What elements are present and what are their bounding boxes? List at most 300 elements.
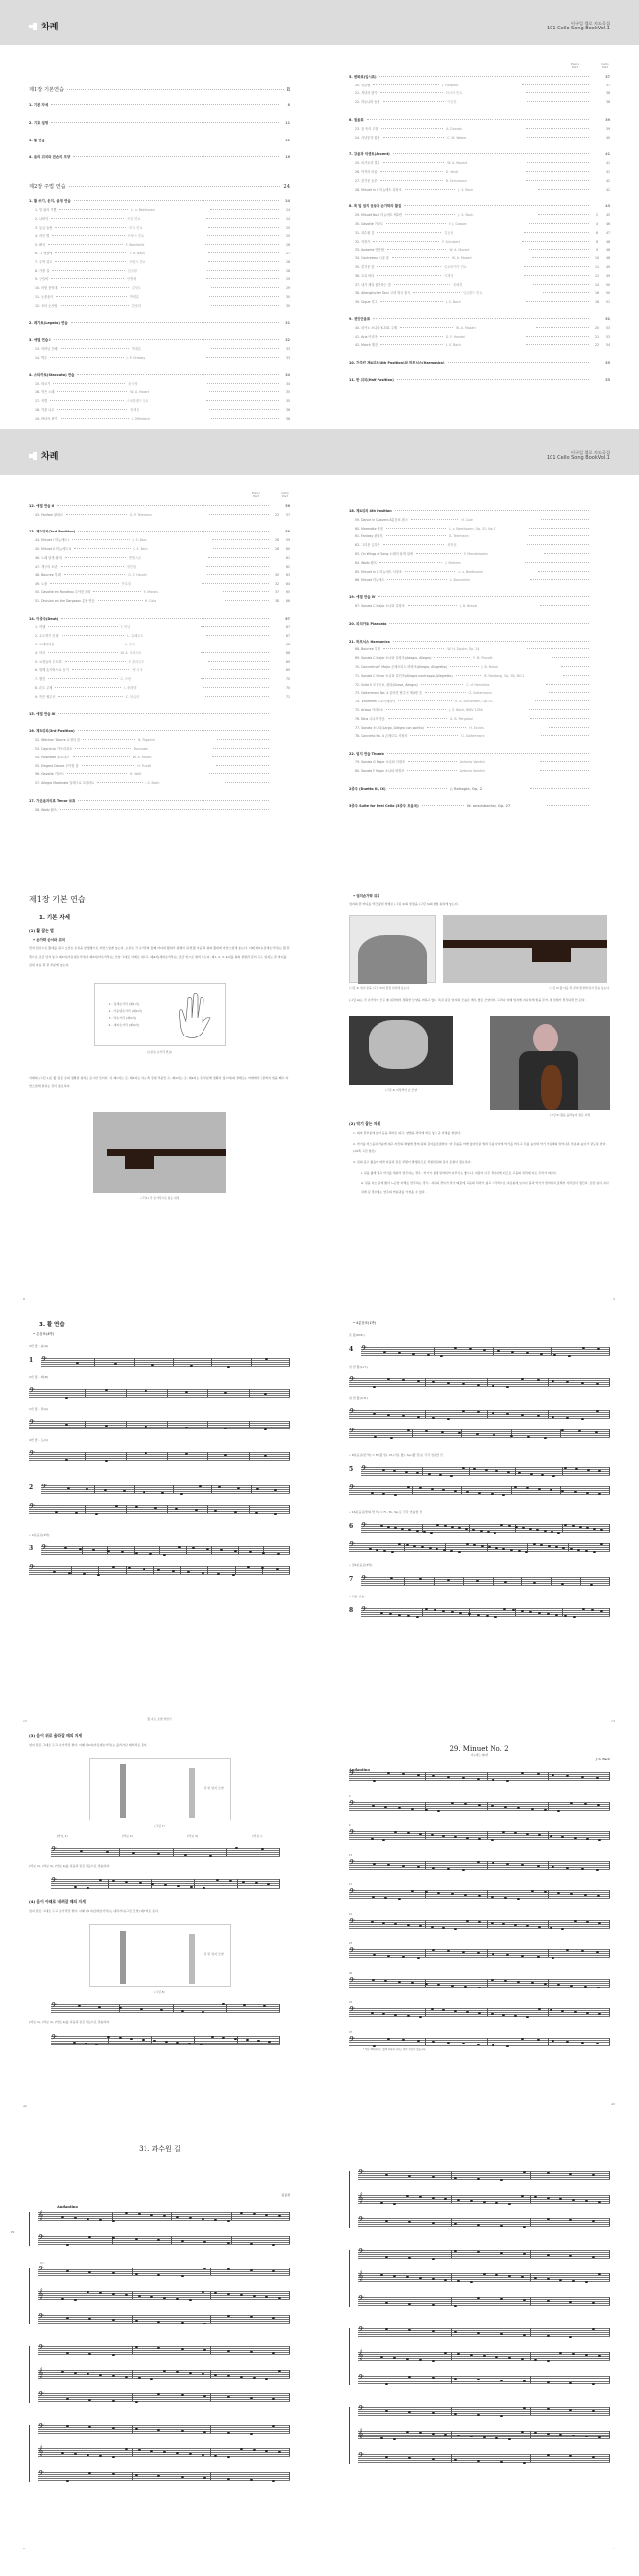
note-head — [579, 1526, 582, 1528]
leader-dots — [58, 713, 269, 714]
toc-entry[interactable] — [349, 682, 610, 691]
note-head — [581, 2042, 584, 2044]
note-head — [597, 1804, 600, 1806]
barline — [249, 1421, 250, 1428]
note-head — [464, 1803, 467, 1805]
toc-page-left — [0, 0, 320, 422]
note-head — [121, 1551, 124, 1553]
note-head — [495, 1470, 498, 1472]
toc-entry[interactable] — [349, 699, 610, 707]
note-head — [593, 1528, 596, 1530]
toc-entry[interactable] — [29, 685, 290, 694]
toc-entry[interactable] — [349, 90, 610, 99]
toc-entry[interactable] — [349, 160, 610, 169]
leader-dots — [380, 301, 443, 302]
toc-entry[interactable] — [349, 187, 610, 196]
bass-clef-icon: 𝄢 — [349, 1770, 355, 1780]
leader-dots — [73, 756, 130, 757]
posture-list — [349, 1129, 610, 1196]
toc-entry[interactable] — [349, 178, 610, 187]
barline — [487, 1890, 488, 1898]
toc-entry[interactable] — [29, 598, 290, 607]
toc-entry[interactable] — [349, 74, 610, 83]
toc-entry[interactable] — [349, 290, 610, 299]
toc-chapter-page: 24 — [283, 184, 290, 191]
note-head — [256, 1488, 259, 1490]
toc-entry-composer: H. Wolf — [130, 772, 142, 777]
note-head — [394, 1494, 397, 1496]
toc-entry-composer: W. A. Mozart — [451, 256, 472, 261]
toc-entry[interactable] — [29, 398, 290, 407]
toc-entry[interactable] — [349, 569, 610, 578]
toc-entry-title: 3. 둥글 놀람 — [35, 225, 53, 230]
toc-entry[interactable] — [349, 639, 610, 647]
toc-entry[interactable] — [349, 517, 610, 526]
note-head — [483, 2201, 486, 2203]
toc-entry[interactable] — [349, 377, 610, 386]
note-head — [189, 2453, 192, 2455]
toc-entry[interactable] — [29, 207, 290, 216]
toc-entry[interactable] — [349, 664, 610, 673]
barline — [609, 1543, 610, 1551]
note-head — [432, 2258, 435, 2260]
toc-entry[interactable] — [349, 707, 610, 716]
toc-entry[interactable] — [29, 346, 290, 355]
toc-entry-title: 13. 제2위치(2nd Position) — [29, 530, 76, 534]
instrument-label: Pf. — [11, 2230, 15, 2234]
toc-entry[interactable] — [349, 264, 610, 273]
measure-label: (악보 3) — [187, 1833, 199, 1838]
note-head — [65, 1397, 68, 1399]
toc-entry[interactable] — [29, 303, 290, 311]
toc-entry[interactable] — [349, 526, 610, 534]
note-head — [557, 1984, 560, 1986]
toc-entry[interactable] — [349, 316, 610, 325]
toc-chapter[interactable] — [29, 183, 290, 190]
bass-clef-icon: 𝄢 — [361, 1345, 367, 1355]
bass-clef-icon: 𝄢 — [361, 1575, 367, 1585]
note-head — [227, 2242, 230, 2244]
toc-list-1 — [0, 45, 320, 422]
toc-entry[interactable] — [349, 247, 610, 255]
bass-clef-icon: 𝄢 — [51, 2034, 57, 2044]
toc-entry[interactable] — [349, 83, 610, 91]
toc-entry-title: 6. 냉해 손가락으로 듣기 — [35, 668, 69, 673]
leader-dots — [51, 104, 279, 105]
barline — [167, 1505, 168, 1513]
toc-entry-title: 2. 레가토(Legato) 연습 — [29, 320, 68, 325]
note-head — [466, 1491, 469, 1493]
fingerboard-figure-up — [89, 1758, 231, 1820]
note-head — [450, 1550, 453, 1552]
measure-number: 21 — [349, 1913, 353, 1916]
note-head — [242, 1881, 245, 1883]
toc-entry[interactable] — [29, 546, 290, 555]
toc-entry[interactable] — [349, 360, 610, 368]
toc-entry-cello-page: 46 — [605, 221, 610, 226]
leader-dots — [98, 600, 143, 601]
toc-list-3 — [0, 492, 320, 815]
bass-clef-icon: 𝄢 — [29, 1387, 35, 1397]
note-head — [477, 2178, 480, 2180]
music-staff — [29, 1452, 290, 1462]
toc-entry[interactable] — [29, 242, 290, 251]
toc-entry[interactable] — [349, 786, 610, 795]
toc-entry[interactable] — [349, 221, 610, 230]
note-head — [278, 2297, 281, 2299]
toc-entry[interactable] — [349, 594, 610, 603]
toc-entry[interactable] — [29, 512, 290, 521]
note-head — [76, 1362, 79, 1364]
leader-dots — [48, 626, 117, 627]
note-head — [552, 1416, 554, 1418]
toc-entry[interactable] — [349, 239, 610, 248]
toc-entry-title: 2. 초두까기 인형 — [35, 634, 59, 639]
note-head — [523, 2407, 526, 2409]
toc-entry[interactable] — [29, 285, 290, 294]
note-head — [432, 2222, 435, 2224]
note-head — [371, 1492, 374, 1494]
subsection-bullet: • 손가락 순서와 위치 — [33, 938, 65, 942]
note-head — [442, 1835, 445, 1837]
note-head — [200, 2044, 203, 2045]
toc-entry[interactable] — [29, 555, 290, 564]
note-head — [88, 2271, 91, 2273]
toc-entry[interactable] — [29, 503, 290, 512]
toc-entry[interactable] — [349, 733, 610, 742]
leader-dots — [54, 339, 279, 340]
note-head — [74, 1886, 77, 1888]
note-head — [547, 2278, 550, 2280]
piano-treble-staff — [38, 2370, 290, 2380]
note-head — [600, 1610, 603, 1612]
toc-entry[interactable] — [29, 763, 290, 772]
toc-entry[interactable] — [29, 320, 290, 329]
toc-entry[interactable] — [349, 803, 610, 812]
note-head — [390, 1437, 393, 1439]
leader-dots — [206, 357, 279, 358]
toc-entry[interactable] — [29, 529, 290, 537]
note-head — [586, 1492, 589, 1494]
leader-dots — [387, 249, 447, 250]
lesson-spread-1 — [0, 855, 639, 1307]
toc-entry[interactable] — [349, 255, 610, 264]
note-head — [454, 2378, 457, 2380]
leader-dots — [536, 327, 589, 328]
note-head — [570, 1985, 573, 1987]
note-head — [153, 2040, 156, 2042]
toc-entry-composer: 스코틀랜드 민요 — [126, 399, 149, 404]
toc-entry[interactable] — [29, 572, 290, 581]
figure-caption: (그림 7) — [154, 1823, 165, 1828]
toc-entry[interactable] — [349, 334, 610, 343]
barline — [609, 1410, 610, 1418]
note-head — [437, 1892, 440, 1894]
toc-entry[interactable] — [349, 603, 610, 612]
note-head — [592, 2256, 595, 2258]
barline — [530, 2273, 531, 2281]
toc-entry[interactable] — [349, 560, 610, 569]
toc-entry-title: 80. Sonata F Major 소나타 바장조 — [355, 768, 405, 773]
toc-entry[interactable] — [29, 416, 290, 422]
toc-entry[interactable] — [349, 673, 610, 682]
toc-entry[interactable] — [29, 251, 290, 259]
note-head — [534, 2359, 537, 2361]
toc-entry[interactable] — [349, 759, 610, 768]
toc-entry[interactable] — [349, 716, 610, 725]
note-head — [157, 2239, 160, 2241]
note-head — [411, 1890, 414, 1892]
toc-entry-composer: C. M. Weber — [447, 135, 467, 140]
note-head — [135, 1552, 138, 1554]
note-head — [234, 1511, 237, 1513]
toc-entry[interactable] — [29, 276, 290, 285]
note-head — [112, 2237, 115, 2239]
toc-entry[interactable] — [349, 751, 610, 759]
toc-entry[interactable] — [349, 342, 610, 351]
toc-entry[interactable] — [349, 533, 610, 542]
legend-item: 1 - 집게손가락 (제1지) — [108, 1001, 139, 1006]
toc-entry-cello-page: 38 — [605, 100, 610, 105]
toc-entry[interactable] — [349, 646, 610, 655]
note-head — [112, 2220, 115, 2222]
toc-entry[interactable] — [349, 282, 610, 291]
toc-entry[interactable] — [29, 581, 290, 589]
barline — [487, 2008, 488, 2016]
piano-bass-staff — [358, 2297, 610, 2307]
toc-entry[interactable] — [29, 807, 290, 815]
note-head — [538, 1488, 541, 1490]
toc-entry[interactable] — [29, 755, 290, 763]
note-head — [181, 2275, 184, 2277]
toc-entry[interactable] — [349, 768, 610, 777]
toc-entry[interactable] — [29, 798, 290, 807]
note-head — [79, 1548, 82, 1550]
toc-entry[interactable] — [349, 551, 610, 560]
note-head — [157, 2475, 160, 2477]
note-head — [557, 1810, 560, 1812]
toc-entry[interactable] — [349, 577, 610, 586]
piano-bass-staff — [358, 2454, 610, 2464]
toc-entry[interactable] — [29, 216, 290, 225]
toc-entry[interactable] — [29, 294, 290, 303]
note-head — [88, 2236, 91, 2238]
toc-entry[interactable] — [29, 659, 290, 668]
leader-dots — [380, 180, 443, 181]
lesson-page-13 — [320, 1307, 639, 1729]
treble-clef-icon: 𝄞 — [358, 2271, 364, 2281]
toc-entry[interactable] — [349, 273, 610, 282]
note-head — [157, 1853, 160, 1855]
toc-entry[interactable] — [29, 746, 290, 755]
note-head — [555, 1614, 558, 1616]
toc-entry[interactable] — [349, 725, 610, 734]
toc-chapter[interactable] — [29, 86, 290, 93]
toc-entry[interactable] — [29, 102, 290, 111]
toc-entry[interactable] — [29, 259, 290, 268]
toc-entry[interactable] — [349, 99, 610, 108]
toc-page-right-2 — [320, 429, 639, 855]
leader-dots — [64, 574, 126, 575]
leader-dots — [381, 128, 444, 129]
toc-entry[interactable] — [29, 389, 290, 398]
toc-entry-composer: 프랑스 민요 — [129, 259, 145, 264]
toc-entry[interactable] — [349, 169, 610, 178]
toc-entry[interactable] — [29, 633, 290, 642]
toc-entry[interactable] — [29, 138, 290, 146]
note-head — [432, 1381, 435, 1383]
figure-label: 목 밑 엄지 모양 — [203, 1951, 224, 1956]
note-head — [74, 2372, 77, 2374]
toc-entry[interactable] — [29, 225, 290, 234]
note-head — [411, 1982, 414, 1984]
toc-entry[interactable] — [29, 120, 290, 129]
toc-entry-composer: W. A. 모차르트 — [120, 650, 142, 655]
barline — [235, 1566, 236, 1574]
barline — [249, 1505, 250, 1513]
note-head — [398, 1898, 401, 1900]
toc-entry[interactable] — [349, 151, 610, 160]
toc-entry[interactable] — [29, 154, 290, 163]
bass-clef-icon: 𝄢 — [349, 1800, 355, 1810]
note-head — [112, 1566, 115, 1568]
leader-dots — [379, 562, 443, 563]
note-head — [237, 1487, 240, 1489]
note-head — [592, 2174, 595, 2176]
toc-entry[interactable] — [29, 616, 290, 625]
note-head — [547, 2335, 550, 2337]
note-head — [566, 1949, 569, 1951]
note-head — [500, 2179, 503, 2181]
barline — [451, 2273, 452, 2281]
toc-entry[interactable] — [29, 728, 290, 737]
barline — [186, 1546, 187, 1554]
note-head — [114, 1363, 117, 1365]
note-head — [486, 1615, 489, 1617]
barline — [609, 2250, 610, 2258]
note-head — [250, 2316, 253, 2318]
toc-entry-cello-page: 42 — [605, 187, 610, 192]
toc-entry[interactable] — [29, 589, 290, 598]
note-head — [457, 2199, 460, 2201]
toc-entry[interactable] — [29, 564, 290, 573]
barline — [609, 2038, 610, 2045]
toc-entry-piano-page: 23 — [274, 512, 280, 517]
note-head — [203, 2395, 206, 2397]
toc-entry[interactable] — [29, 667, 290, 676]
toc-entry[interactable] — [29, 624, 290, 633]
toc-entry[interactable] — [29, 711, 290, 720]
toc-entry[interactable] — [349, 212, 610, 221]
staff-label: 밑 반 활(L.H.) — [349, 1365, 368, 1369]
leader-dots — [434, 657, 470, 658]
toc-entry[interactable] — [29, 737, 290, 746]
note-head — [203, 2268, 206, 2269]
toc-entry[interactable] — [29, 642, 290, 650]
toc-entry[interactable] — [29, 407, 290, 416]
leader-dots — [377, 275, 441, 276]
leader-dots — [398, 700, 452, 701]
barline — [560, 1486, 561, 1494]
toc-entry[interactable] — [349, 690, 610, 699]
toc-entry[interactable] — [349, 135, 610, 143]
barline — [451, 2195, 452, 2203]
score-spread — [0, 2122, 639, 2556]
toc-entry[interactable] — [29, 694, 290, 702]
barline — [548, 1772, 549, 1780]
note-head — [454, 1490, 457, 1492]
leader-dots — [78, 730, 269, 731]
toc-entry[interactable] — [349, 126, 610, 135]
leader-dots — [538, 571, 589, 572]
toc-entry[interactable] — [349, 299, 610, 308]
lesson-spread-3 — [0, 1729, 639, 2122]
toc-entry[interactable] — [349, 621, 610, 630]
barline — [527, 1543, 528, 1551]
note-head — [138, 2449, 141, 2451]
toc-entry[interactable] — [349, 542, 610, 551]
thumb-photo — [349, 915, 436, 983]
toc-entry-title: 45. Minuet II 미뉴에트 II — [35, 547, 72, 551]
leader-dots — [526, 336, 589, 337]
toc-entry[interactable] — [29, 355, 290, 364]
note-head — [112, 2473, 115, 2475]
toc-entry-title: 38. Altenglischer Tanz 고대 영국 춤곡 — [355, 291, 411, 296]
barline — [609, 2008, 610, 2016]
note-head — [107, 1550, 110, 1552]
toc-entry[interactable] — [29, 337, 290, 346]
toc-entry[interactable] — [349, 230, 610, 239]
note-head — [227, 2375, 230, 2377]
toc-entry[interactable] — [29, 268, 290, 277]
toc-entry-piano-page: 2 — [595, 213, 599, 218]
bass-clef-icon: 𝄢 — [349, 2036, 355, 2045]
note-head — [428, 1473, 431, 1475]
toc-entry-title: 64. Waltz 왈츠 — [355, 560, 377, 565]
leader-dots — [57, 505, 269, 506]
toc-entry[interactable] — [29, 650, 290, 659]
toc-entry[interactable] — [349, 203, 610, 212]
toc-entry[interactable] — [29, 198, 290, 207]
toc-entry[interactable] — [349, 508, 610, 517]
toc-entry[interactable] — [29, 233, 290, 242]
note-head — [586, 2012, 589, 2014]
toc-entry[interactable] — [29, 771, 290, 780]
toc-entry[interactable] — [29, 537, 290, 546]
note-head — [382, 1469, 385, 1471]
toc-entry[interactable] — [29, 372, 290, 381]
toc-entry[interactable] — [349, 117, 610, 126]
note-head — [425, 1430, 428, 1432]
note-head — [506, 1863, 509, 1865]
piano-treble-staff — [358, 2273, 610, 2283]
toc-entry[interactable] — [349, 655, 610, 664]
toc-entry-composer: 옛 무곡 — [132, 668, 143, 673]
music-staff — [349, 1942, 610, 1959]
toc-entry[interactable] — [349, 325, 610, 334]
note-head — [380, 2202, 383, 2204]
toc-entry[interactable] — [29, 676, 290, 685]
barline — [289, 2370, 290, 2378]
toc-entry[interactable] — [29, 381, 290, 390]
staff-label: 1번 줄 - 라(A) — [29, 1407, 48, 1411]
note-head — [584, 1986, 587, 1988]
toc-entry-cello-page: 41 — [605, 169, 610, 174]
toc-entry[interactable] — [29, 780, 290, 789]
barline — [515, 1608, 516, 1616]
toc-title-text: 차례 — [41, 23, 59, 32]
note-head — [416, 1530, 419, 1532]
